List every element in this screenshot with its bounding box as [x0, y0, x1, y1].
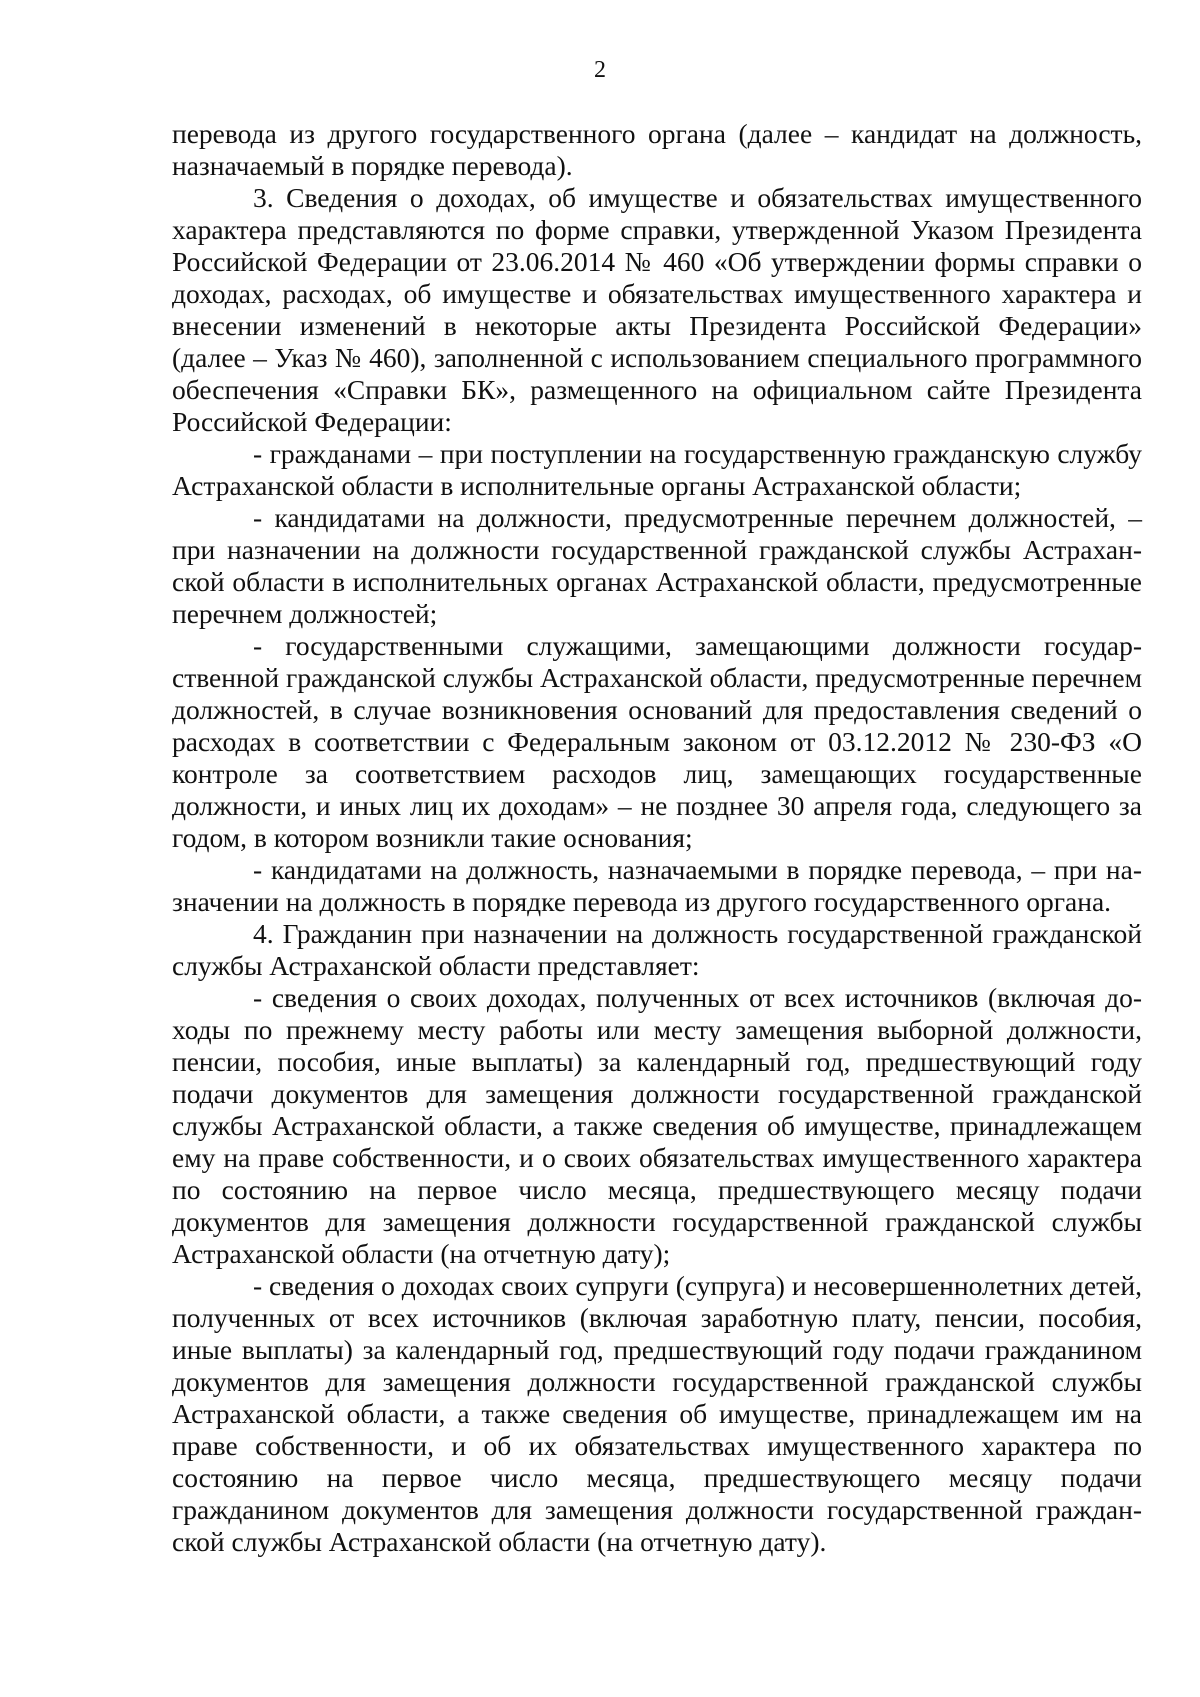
list-item-family-income: - сведения о доходах своих супруги (супруга) и несовершеннолетних детей, полученных от всех источников (включая заработную плату, пенсии, пособия, иные выплаты) за календарный год, предшествующий году подачи гражданином документов для замещения должности государственной гражданской службы Астраханской области, а также сведения об имуществе, принадлежащем им на праве собственности, и об их обязательствах имущественного характера по состоянию на первое число месяца, предшествующего месяцу подачи гражданином документов для замещения должности государственной гражданской службы Астраханской области (на отчетную дату).	[172, 1270, 1142, 1557]
document-body	[172, 118, 1142, 1558]
list-item-civil-servants: - государственными служащими, замещающими должности государственной гражданской службы Астраханской области, предусмотренные перечнем должностей, в случае возникновения оснований для предоставления сведений о расходах в соответствии с Федеральным законом от 03.12.2012 № 230-ФЗ «О контроле за соответствием расходов лиц, замещающих государственные должности, и иных лиц их доходам» – не позднее 30 апреля года, следующего за годом, в котором возникли такие основания;	[172, 630, 1142, 853]
list-item-transfer-candidates: - кандидатами на должность, назначаемыми в порядке перевода, – при назначении на должность в порядке перевода из другого государственного органа.	[172, 854, 1142, 917]
paragraph-item-3: 3. Сведения о доходах, об имуществе и обязательствах имущественного характера представляются по форме справки, утвержденной Указом Президента Российской Федерации от 23.06.2014 № 460 «Об утверждении формы справки о доходах, расходах, об имуществе и обязательствах имущественного характера и внесении изменений в некоторые акты Президента Российской Федерации» (далее – Указ № 460), заполненной с использованием специального программного обеспечения «Справки БК», размещенного на официальном сайте Президента Российской Федерации:	[172, 182, 1142, 437]
list-item-own-income: - сведения о своих доходах, полученных от всех источников (включая доходы по прежнему месту работы или месту замещения выборной должности, пенсии, пособия, иные выплаты) за календарный год, предшествующий году подачи документов для замещения должности государственной гражданской службы Астраханской области, а также сведения об имуществе, принадлежащем ему на праве собственности, и о своих обязательствах имущественного характера по состоянию на первое число месяца, предшествующего месяцу подачи документов для замещения должности государственной гражданской службы Астраханской области (на отчетную дату);	[172, 982, 1142, 1269]
paragraph-continuation: перевода из другого государственного органа (далее – кандидат на должность, назначаемый в порядке перевода).	[172, 118, 1142, 181]
page-number: 2	[594, 57, 606, 83]
list-item-candidates: - кандидатами на должности, предусмотренные перечнем должностей, – при назначении на должности государственной гражданской службы Астраханской области в исполнительных органах Астраханской области, предусмотренные перечнем должностей;	[172, 502, 1142, 629]
list-item-citizens: - гражданами – при поступлении на государственную гражданскую службу Астраханской области в исполнительные органы Астраханской области;	[172, 438, 1142, 501]
paragraph-item-4: 4. Гражданин при назначении на должность государственной гражданской службы Астраханской области представляет:	[172, 918, 1142, 981]
